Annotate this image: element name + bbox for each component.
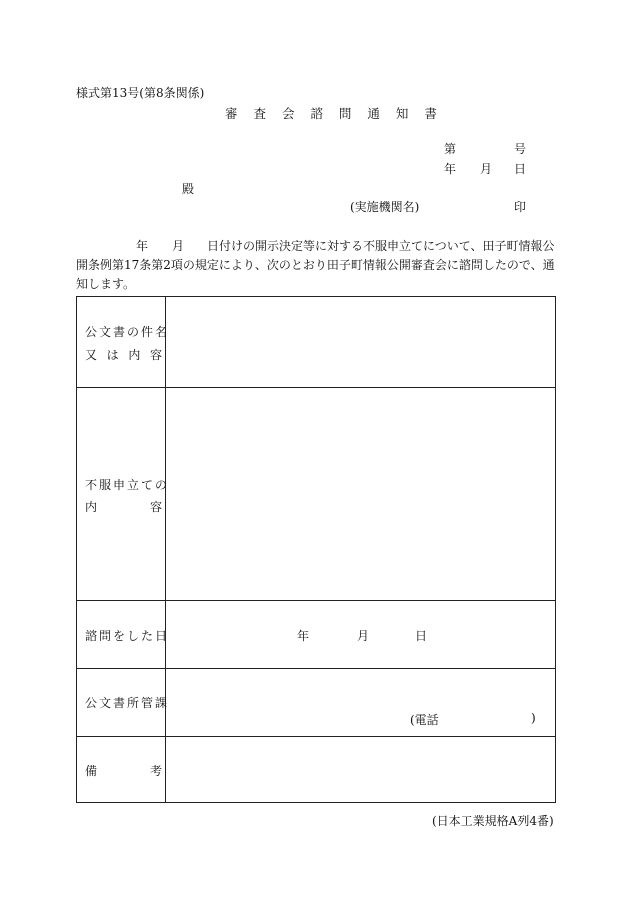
body-line3: 知します。 — [76, 277, 136, 291]
body-year: 年 — [136, 239, 149, 253]
form-number: 様式第13号(第8条関係) — [76, 86, 205, 100]
remarks-field[interactable] — [166, 737, 555, 804]
row-consultation-date — [77, 600, 555, 669]
row-document-title-label-2: 又 は 内 容 — [85, 348, 162, 362]
objection-content-field[interactable] — [166, 388, 555, 601]
addressee-suffix: 殿 — [182, 182, 195, 196]
number-suffix: 号 — [514, 142, 527, 156]
consultation-year: 年 — [297, 629, 310, 643]
row-responsible-section — [77, 668, 555, 737]
date-day: 日 — [514, 162, 527, 176]
phone-close: ) — [531, 711, 536, 725]
agency-label: (実施機関名) — [350, 200, 420, 214]
number-prefix: 第 — [444, 142, 457, 156]
consultation-day: 日 — [415, 629, 428, 643]
row-objection-content-label: 不服申立ての — [85, 478, 170, 492]
row-responsible-section-label: 公文書所管課 — [85, 696, 170, 710]
row-document-title — [77, 297, 555, 387]
row-remarks-label: 備 考 — [85, 764, 162, 778]
form-title: 審 査 会 諮 問 通 知 書 — [225, 106, 443, 121]
date-year: 年 — [444, 162, 457, 176]
body-line2: 開条例第17条第2項の規定により、次のとおり田子町情報公開審査会に諮問したので、通 — [76, 258, 555, 272]
date-month: 月 — [480, 162, 493, 176]
row-objection-content — [77, 387, 555, 601]
document-title-field[interactable] — [166, 297, 555, 387]
paper-size-note: (日本工業規格A列4番) — [432, 814, 554, 828]
form-table — [76, 296, 556, 803]
row-consultation-date-label: 諮問をした日 — [85, 629, 170, 643]
body-month: 月 — [172, 239, 185, 253]
body-line1: 日付けの開示決定等に対する不服申立てについて、田子町情報公 — [207, 239, 555, 253]
row-remarks — [77, 736, 555, 804]
row-document-title-label: 公文書の件名 — [85, 325, 170, 339]
consultation-month: 月 — [357, 629, 370, 643]
responsible-section-field[interactable] — [166, 669, 555, 737]
row-objection-content-label-2: 内 容 — [85, 500, 162, 514]
seal-mark: 印 — [514, 200, 527, 214]
phone-open: (電話 — [410, 713, 439, 727]
